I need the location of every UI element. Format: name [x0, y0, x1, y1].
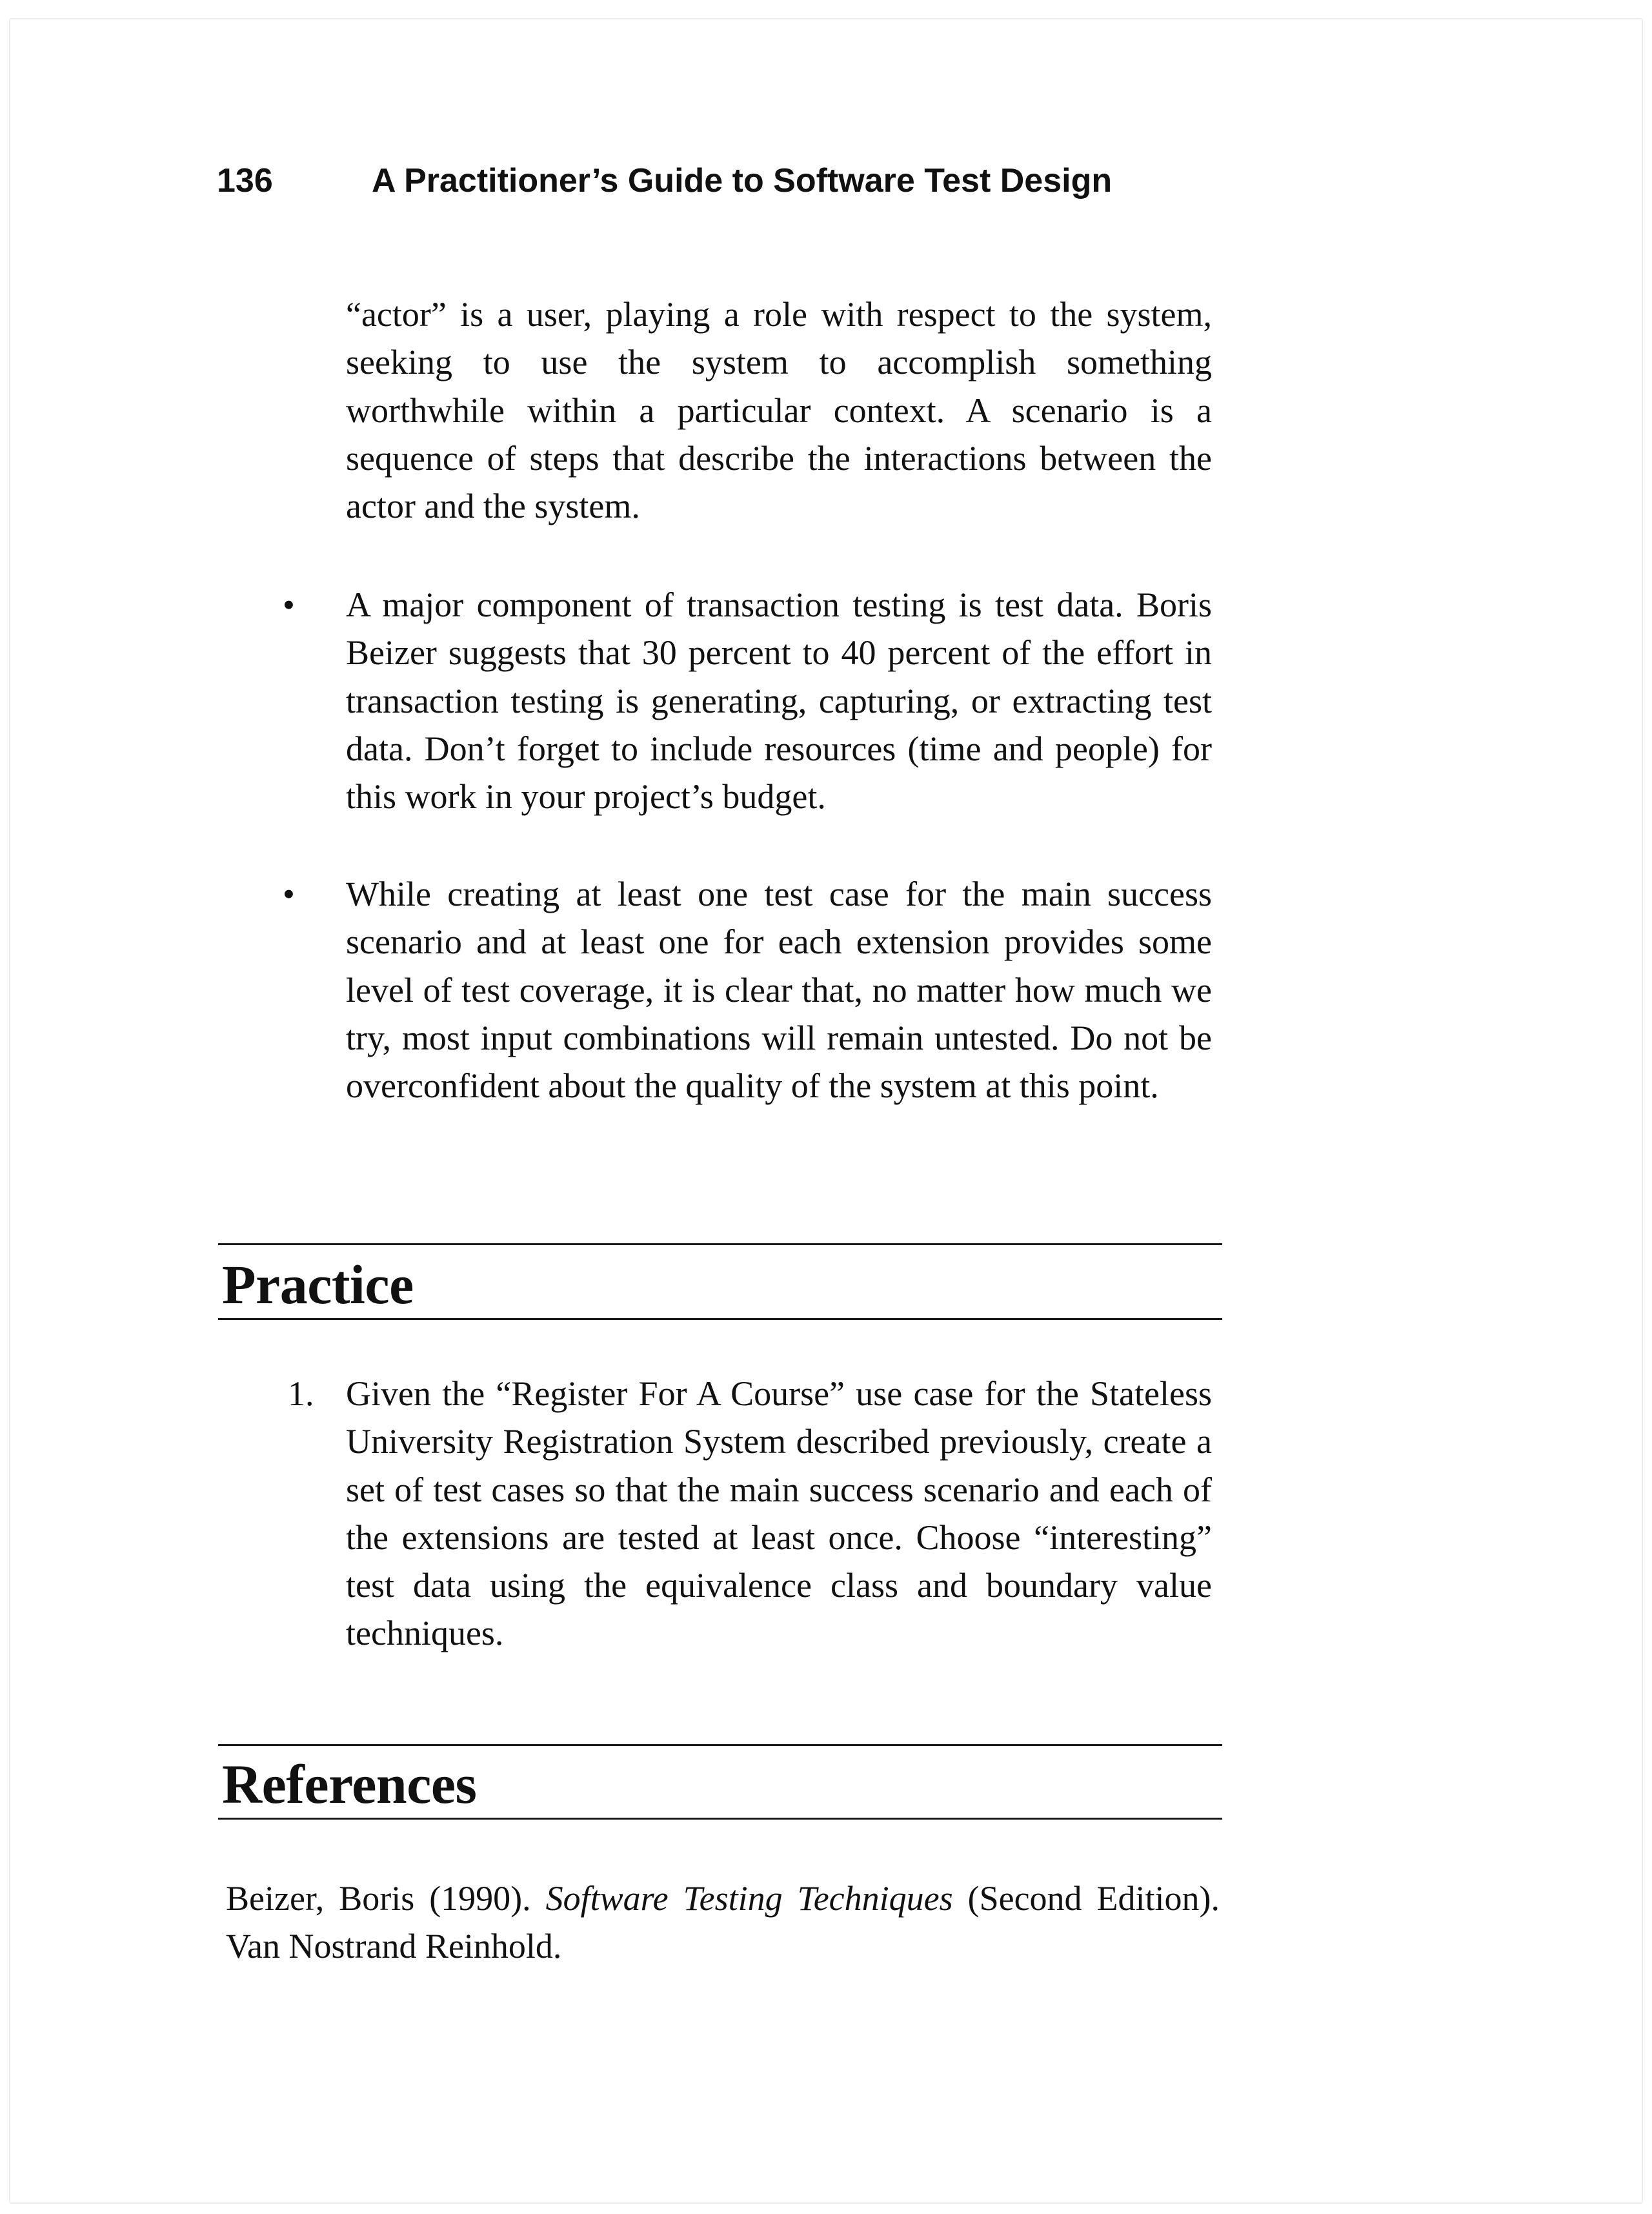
references-heading: References: [222, 1753, 477, 1815]
bullet-marker: •: [283, 585, 295, 624]
bullet-text: A major component of transaction testing is test data. Boris Beizer suggests that 30 percent to 40 percent of the effort in transaction testing is generating, capturing, or extracting test data. Don’t forget to include resources (time and people) for this work in your project’s budget.: [346, 585, 1212, 817]
section-rule-bottom: [218, 1818, 1222, 1820]
practice-heading: Practice: [222, 1254, 414, 1315]
book-title: A Practitioner’s Guide to Software Test Design: [372, 162, 1113, 199]
bullet-marker: •: [283, 875, 295, 913]
section-rule-bottom: [218, 1318, 1222, 1320]
practice-item-number: 1.: [288, 1374, 314, 1413]
practice-item-text: Given the “Register For A Course” use case for the Stateless University Registration System described previously, create a set of test cases so that the main success scenario and each of the extensions are tested at least once. Choose “interesting” test data using the equivalence class and boundary value techniques.: [346, 1374, 1212, 1653]
running-head: [217, 160, 1112, 201]
bullet-text: While creating at least one test case for the main success scenario and at least one for each extension provides some level of test coverage, it is clear that, no matter how much we try, most input combinations will remain untested. Do not be overconfident about the quality of the system at this point.: [346, 875, 1212, 1106]
reference-entry: [226, 1874, 1220, 1971]
page-number: 136: [217, 162, 273, 199]
section-rule-top: [218, 1744, 1222, 1746]
reference-author: Beizer, Boris (1990).: [226, 1879, 546, 1918]
section-rule-top: [218, 1243, 1222, 1245]
reference-title: Software Testing Techniques: [545, 1879, 953, 1918]
reference-publisher: (Second Edition). Van Nostrand Reinhold.: [226, 1879, 1220, 1966]
continued-paragraph: “actor” is a user, playing a role with respect to the system, seeking to use the system to accomplish something worthwhile within a particular context. A scenario is a sequence of steps that describe the interactions between the actor and the system.: [346, 295, 1212, 526]
